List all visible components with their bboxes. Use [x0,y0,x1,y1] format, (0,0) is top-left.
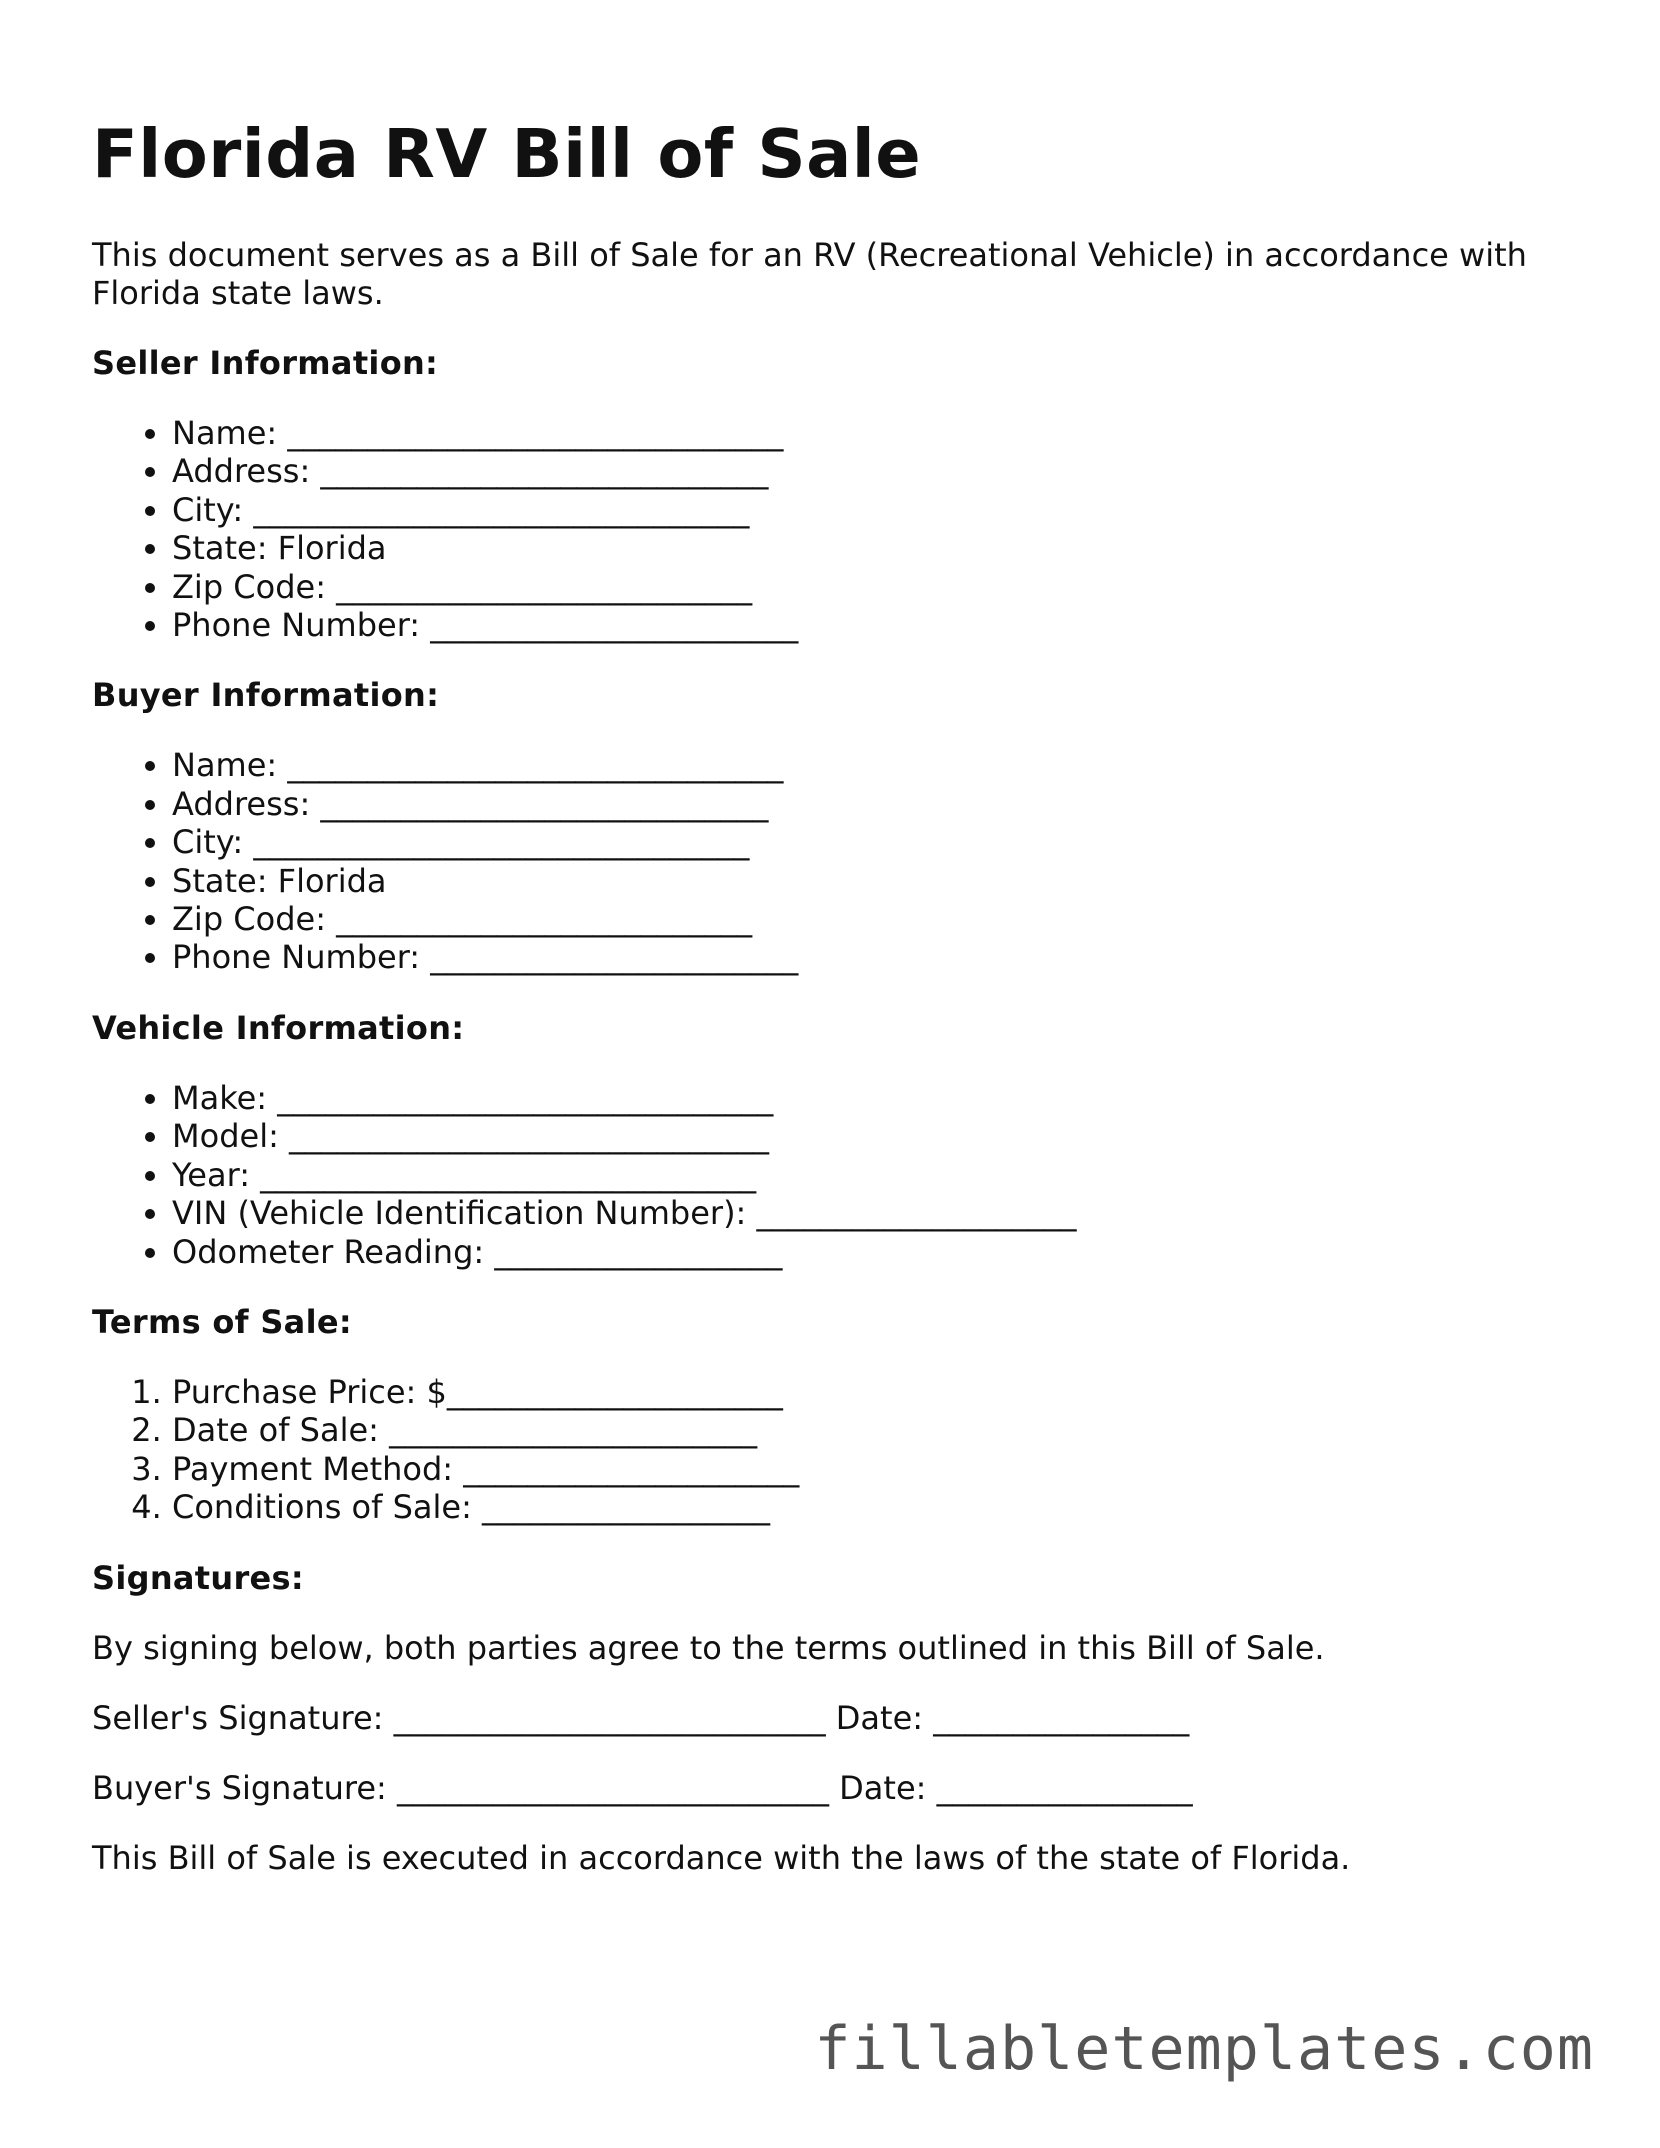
buyer-signature-line[interactable]: Buyer's Signature: ___________________________ Date: ________________ [92,1768,1193,1807]
watermark-text: fillabletemplates.com [814,2014,1594,2084]
seller-name-field[interactable]: • Name: _______________________________ [172,414,1592,452]
vehicle-info-list [92,1079,1592,1271]
seller-city-field[interactable]: • City: _______________________________ [172,491,1592,529]
vehicle-year-field[interactable]: • Year: _______________________________ [172,1156,1592,1194]
buyer-city-field[interactable]: • City: _______________________________ [172,823,1592,861]
buyer-section-heading: Buyer Information: [92,676,440,715]
purchase-price-field[interactable]: 1. Purchase Price: $_____________________ [172,1373,1592,1411]
document-page [92,110,1592,1909]
seller-section-heading: Seller Information: [92,344,439,382]
terms-list [92,1373,1592,1527]
vehicle-odometer-field[interactable]: • Odometer Reading: __________________ [172,1233,1592,1271]
buyer-zip-field[interactable]: • Zip Code: __________________________ [172,900,1592,938]
date-of-sale-field[interactable]: 2. Date of Sale: _______________________ [172,1411,1592,1449]
seller-phone-field[interactable]: • Phone Number: _______________________ [172,606,1592,644]
vehicle-section-heading: Vehicle Information: [92,1008,465,1047]
seller-info-list [92,414,1592,644]
buyer-name-field[interactable]: • Name: _______________________________ [172,746,1592,784]
seller-signature-line[interactable]: Seller's Signature: ___________________________ Date: ________________ [92,1698,1190,1737]
vehicle-vin-field[interactable]: • VIN (Vehicle Identification Number): ____________________ [172,1194,1592,1232]
seller-zip-field[interactable]: • Zip Code: __________________________ [172,568,1592,606]
signatures-section-heading: Signatures: [92,1558,305,1597]
terms-section-heading: Terms of Sale: [92,1302,352,1341]
buyer-address-field[interactable]: • Address: ____________________________ [172,785,1592,823]
vehicle-model-field[interactable]: • Model: ______________________________ [172,1117,1592,1155]
document-title: Florida RV Bill of Sale [92,115,922,193]
vehicle-make-field[interactable]: • Make: _______________________________ [172,1079,1592,1117]
payment-method-field[interactable]: 3. Payment Method: _____________________ [172,1450,1592,1488]
buyer-phone-field[interactable]: • Phone Number: _______________________ [172,938,1592,976]
buyer-state-field: • State: Florida [172,862,1592,900]
signatures-agreement-text: By signing below, both parties agree to the terms outlined in this Bill of Sale. [92,1628,1325,1667]
conditions-of-sale-field[interactable]: 4. Conditions of Sale: __________________ [172,1488,1592,1526]
closing-statement: This Bill of Sale is executed in accordance with the laws of the state of Florida. [92,1838,1351,1877]
intro-paragraph: This document serves as a Bill of Sale for an RV (Recreational Vehicle) in accordance with Florida state laws. [92,236,1527,312]
seller-state-field: • State: Florida [172,529,1592,567]
buyer-info-list [92,746,1592,976]
seller-address-field[interactable]: • Address: ____________________________ [172,452,1592,490]
